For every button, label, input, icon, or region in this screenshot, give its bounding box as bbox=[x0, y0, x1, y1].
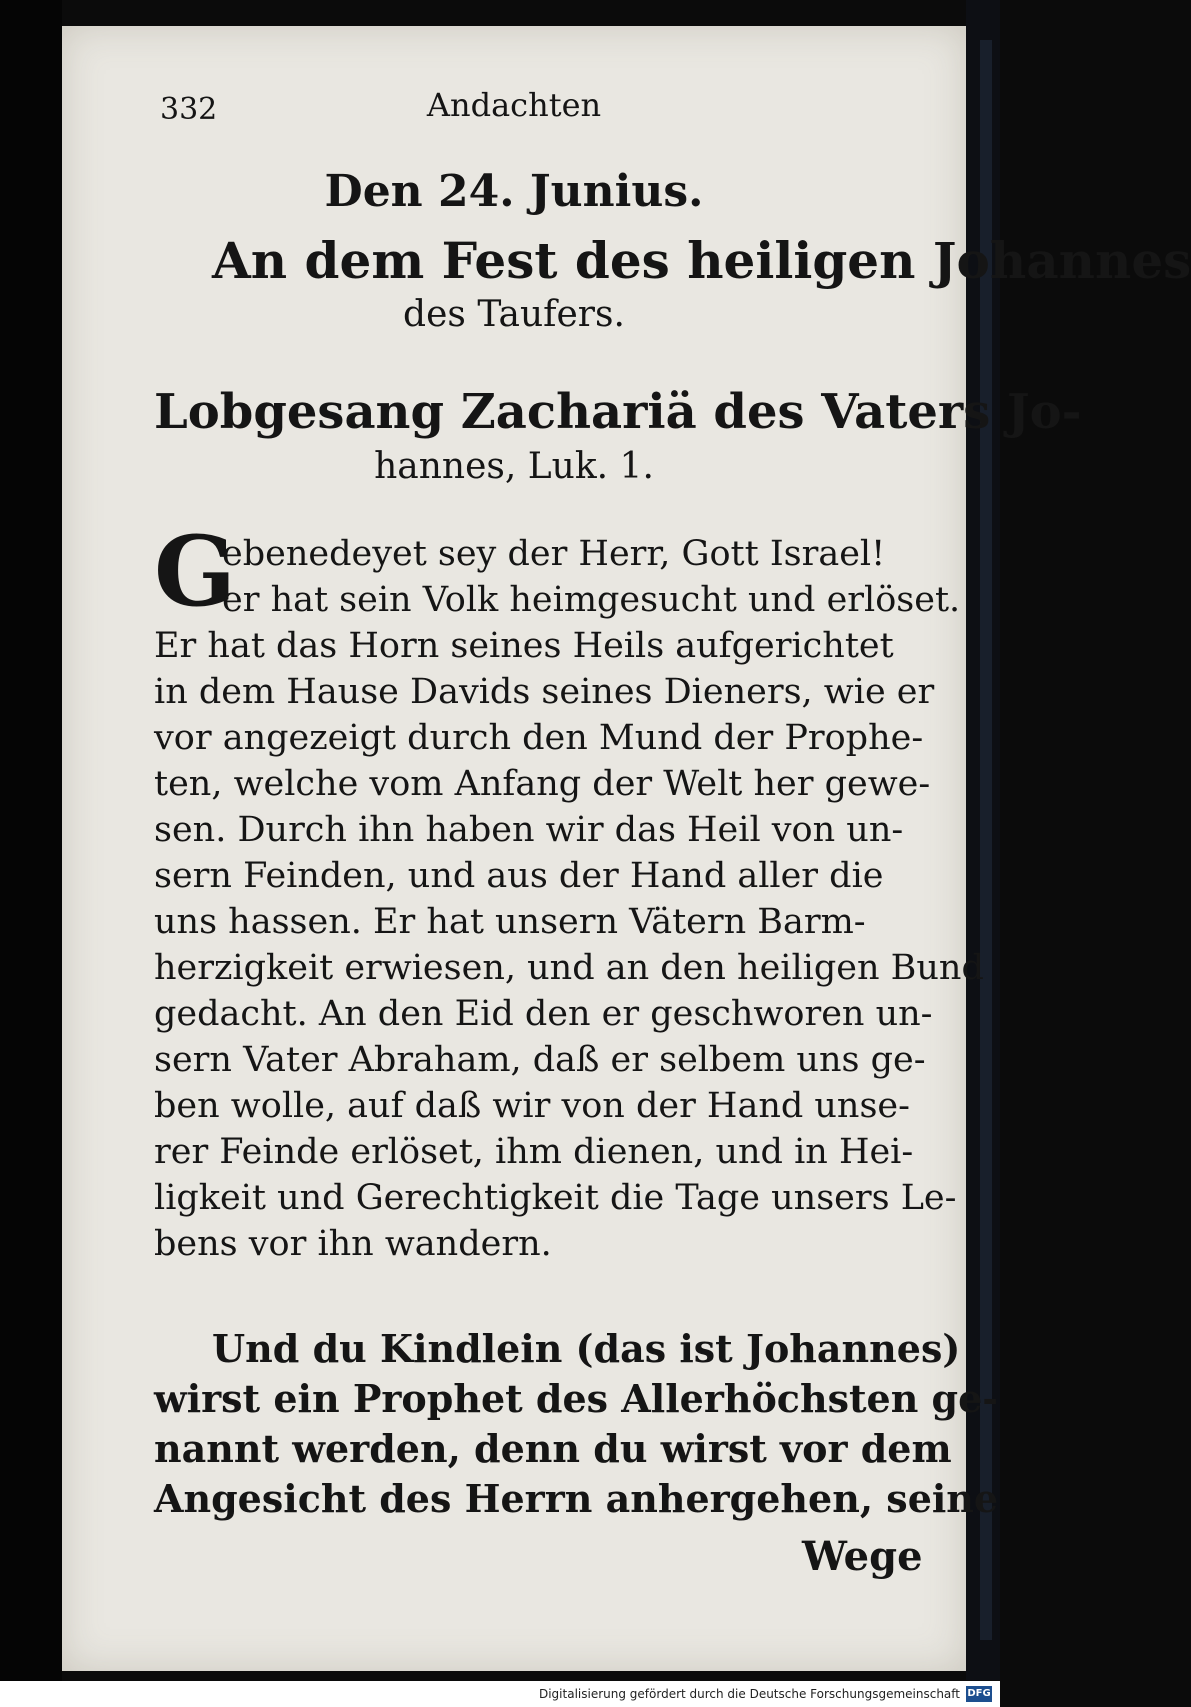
body-line: bens vor ihn wandern. bbox=[154, 1224, 552, 1264]
date-heading: Den 24. Junius. bbox=[324, 166, 704, 217]
body-line: ligkeit und Gerechtigkeit die Tage unsers Le- bbox=[154, 1178, 957, 1218]
footer-credit: Digitalisierung gefördert durch die Deutsche Forschungsgemeinschaft bbox=[538, 1687, 960, 1701]
body-line: sern Vater Abraham, daß er selbem uns ge- bbox=[154, 1040, 926, 1080]
drop-capital: G bbox=[154, 515, 236, 628]
paragraph-line: Und du Kindlein (das ist Johannes) bbox=[212, 1326, 961, 1371]
body-line: gedacht. An den Eid den er geschworen un- bbox=[154, 994, 933, 1034]
digitization-footer bbox=[0, 1681, 1000, 1707]
body-line: in dem Hause Davids seines Dieners, wie er bbox=[154, 672, 935, 712]
body-line: ten, welche vom Anfang der Welt her gewe- bbox=[154, 764, 931, 804]
catchword: Wege bbox=[802, 1533, 923, 1580]
scan-left-border bbox=[0, 0, 62, 1707]
body-line: ben wolle, auf daß wir von der Hand unse- bbox=[154, 1086, 910, 1126]
body-line: uns hassen. Er hat unsern Vätern Barm- bbox=[154, 902, 866, 942]
canticle-title-continued: hannes, Luk. 1. bbox=[374, 446, 654, 487]
running-head: Andachten bbox=[426, 86, 602, 124]
paragraph-line: wirst ein Prophet des Allerhöchsten ge- bbox=[154, 1376, 999, 1421]
body-line: Er hat das Horn seines Heils aufgerichtet bbox=[154, 626, 894, 666]
book-page bbox=[62, 26, 1191, 1671]
page-number: 332 bbox=[160, 92, 218, 127]
paragraph-line: Angesicht des Herrn anhergehen, seine bbox=[154, 1476, 999, 1521]
body-line: sern Feinden, und aus der Hand aller die bbox=[154, 856, 884, 896]
feast-title: An dem Fest des heiligen Johannes bbox=[212, 231, 1191, 290]
feast-title-continued: des Taufers. bbox=[403, 294, 625, 335]
body-line: vor angezeigt durch den Mund der Prophe- bbox=[154, 718, 924, 758]
canticle-title: Lobgesang Zachariä des Vaters Jo- bbox=[154, 384, 1082, 440]
paragraph-line: nannt werden, denn du wirst vor dem bbox=[154, 1426, 952, 1471]
dfg-logo-icon: DFG bbox=[966, 1686, 992, 1702]
body-line: er hat sein Volk heimgesucht und erlöset. bbox=[222, 580, 961, 620]
body-line: ebenedeyet sey der Herr, Gott Israel! bbox=[222, 534, 886, 574]
body-line: sen. Durch ihn haben wir das Heil von un- bbox=[154, 810, 904, 850]
body-line: herzigkeit erwiesen, und an den heiligen Bund bbox=[154, 948, 984, 988]
body-line: rer Feinde erlöset, ihm dienen, und in Hei- bbox=[154, 1132, 914, 1172]
